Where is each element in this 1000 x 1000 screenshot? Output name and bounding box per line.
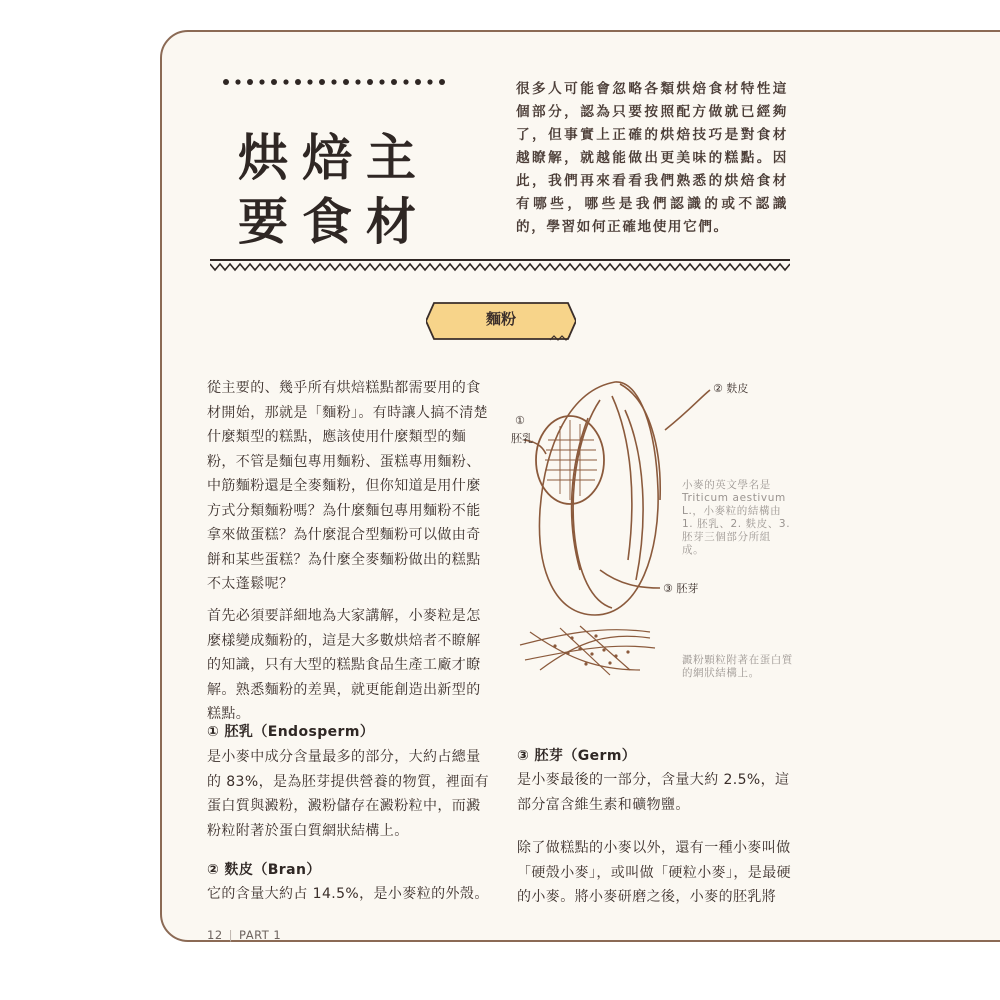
left-para-1: 從主要的、幾乎所有烘焙糕點都需要用的食材開始，那就是「麵粉」。有時讓人搞不清楚什麼類型的糕點，應該使用什麼類型的麵粉，不管是麵包專用麵粉、蛋糕專用麵粉、中筋麵粉還是全麥麵粉，但你知道是用什麼方式分類麵粉嗎？為什麼麵包專用麵粉不能拿來做蛋糕？為什麼混合型麵粉可以做由奇餅和某些蛋糕？為什麼全麥麵粉做出的糕點不太蓬鬆呢？ [207,380,488,592]
endosperm-label-number: ① [515,414,525,427]
footer-separator: | [228,928,234,942]
germ-heading: ③ 胚芽（Germ） [517,748,637,764]
dotted-rule [222,76,448,88]
right-para-extra: 除了做糕點的小麥以外，還有一種小麥叫做「硬殼小麥」，或叫做「硬粒小麥」，是最硬的小麥。將小麥研磨之後，小麥的胚乳將 [517,840,791,905]
zigzag-divider [210,257,790,273]
endosperm-text: 是小麥中成分含量最多的部分，大約占總量的 83%，是為胚芽提供營養的物質，裡面有蛋白質與澱粉，澱粉儲存在澱粉粒中，而澱粉粒附著於蛋白質網狀結構上。 [207,749,489,839]
endosperm-heading: ① 胚乳（Endosperm） [207,724,375,740]
page-number: 12 [207,928,223,942]
germ-text: 是小麥最後的一部分，含量大約 2.5%，這部分富含維生素和礦物鹽。 [517,772,790,813]
bran-heading: ② 麩皮（Bran） [207,862,321,878]
page-title-line1: 烘焙主 [238,129,430,187]
endosperm-label: 胚乳 [511,432,533,445]
section-banner-label: 麵粉 [485,310,516,328]
part-label: PART 1 [239,928,282,942]
left-para-2: 首先必須要詳細地為大家講解，小麥粒是怎麼樣變成麵粉的，這是大多數烘焙者不瞭解的知識，只有大型的糕點食品生產工廠才瞭解。熟悉麵粉的差異，就更能創造出新型的糕點。 [207,608,481,722]
starch-caption: 澱粉顆粒附著在蛋白質的網狀結構上。 [682,654,793,679]
page-title-line2: 要食材 [238,193,430,251]
bran-text: 它的含量大約占 14.5%，是小麥粒的外殼。 [207,886,489,902]
wheat-caption: 小麥的英文學名是 Triticum aestivum L.，小麥粒的結構由 1. 胚乳、2. 麩皮、3. 胚芽三個部分所組成。 [682,479,791,556]
intro-paragraph: 很多人可能會忽略各類烘焙食材特性這個部分，認為只要按照配方做就已經夠了，但事實上正確的烘焙技巧是對食材越瞭解，就越能做出更美味的糕點。因此，我們再來看看我們熟悉的烘焙食材有哪些，哪些是我們認識的或不認識的，學習如何正確地使用它們。 [516,81,788,235]
germ-label: ③ 胚芽 [663,582,699,595]
page-footer [207,928,281,942]
bran-label: ② 麩皮 [713,382,749,395]
